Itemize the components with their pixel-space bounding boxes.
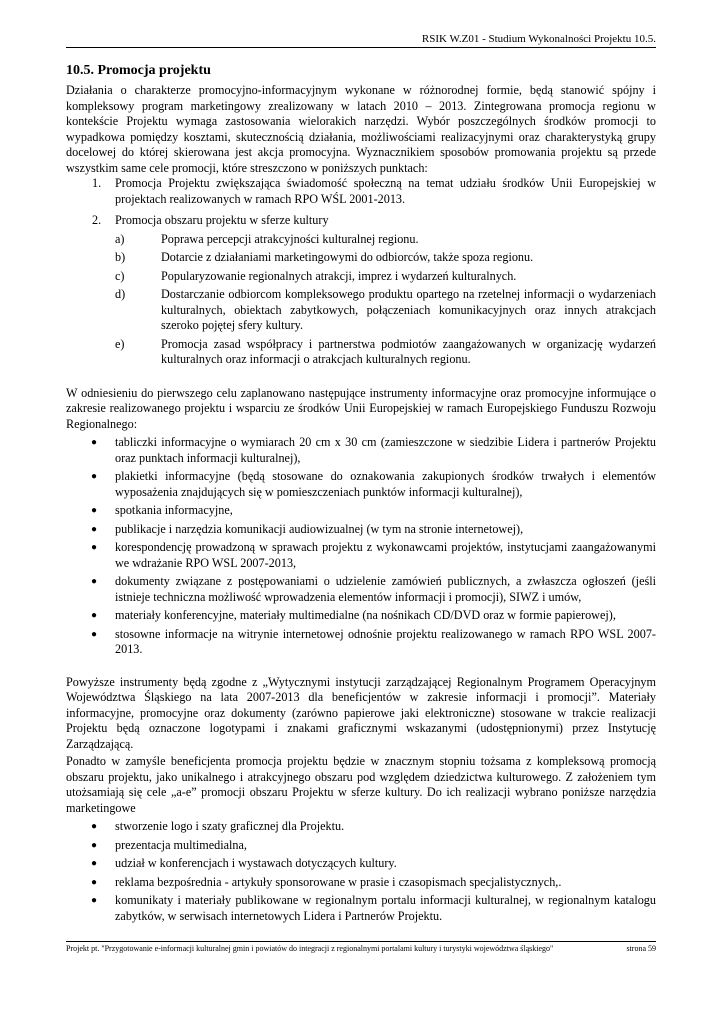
bullet-icon: ● <box>91 628 98 640</box>
goal-number: 1. <box>92 176 102 190</box>
bullet-icon: ● <box>91 437 98 448</box>
goal-text: Promocja obszaru projektu w sferze kultury <box>115 213 329 227</box>
bullet-icon: ● <box>91 839 98 851</box>
instrument-item <box>66 522 656 538</box>
instrument-text: publikacje i narzędzia komunikacji audiowizualnej (w tym na stronie internetowej), <box>115 521 524 536</box>
instruments-list <box>66 435 656 658</box>
subgoal-text: Dostarczanie odbiorcom kompleksowego produktu opartego na rzetelnej informacji o wydarzeniach kulturalnych, obiektach zabytkowych, połączeniach komunikacyjnych oraz innych atrakcjach szeroko pojętej sfery kultury. <box>161 287 656 332</box>
tool-text: reklama bezpośrednia - artykuły sponsorowane w prasie i czasopismach specjalistycznych,. <box>115 874 562 889</box>
goal-number: 2. <box>92 213 102 227</box>
instrument-text: stosowne informacje na witrynie internetowej odnośnie projektu realizowanego w ramach RPO WSL 2007-2013. <box>115 626 656 656</box>
page-number: strona 59 <box>626 944 656 953</box>
bullet-icon: ● <box>91 895 98 906</box>
goal-item <box>66 213 656 368</box>
tool-item <box>66 856 656 872</box>
bullet-icon: ● <box>91 523 98 535</box>
instrument-text: materiały konferencyjne, materiały multimedialne (na nośnikach CD/DVD oraz w formie papierowej), <box>115 608 616 622</box>
instrument-text: plakietki informacyjne (będą stosowane do oznakowania zakupionych środków trwałych i elementów wyposażenia znajdujących się w pomieszczeniach punktów informacji kulturalnej), <box>115 469 656 499</box>
subgoals-list <box>115 232 656 368</box>
instrument-item <box>66 435 656 466</box>
subgoal-item <box>115 269 656 285</box>
bullet-icon: ● <box>91 610 98 621</box>
instrument-item <box>66 503 656 519</box>
bullet-icon: ● <box>91 542 98 553</box>
bullet-icon: ● <box>91 471 98 482</box>
instrument-text: dokumenty związane z postępowaniami o udzielenie zamówień publicznych, a zwłaszcza ogłoszeń (jeśli istnieje techniczna możliwość wprowadzenia elementów informacji i promocji), SIWZ i umów, <box>115 574 656 604</box>
subgoal-item <box>115 337 656 368</box>
tool-text: prezentacja multimedialna, <box>115 837 247 852</box>
subgoal-text: Poprawa percepcji atrakcyjności kulturalnej regionu. <box>161 231 419 246</box>
intro-paragraph: Działania o charakterze promocyjno-informacyjnym wykonane w różnorodnej formie, będą stanowić spójny i kompleksowy program marketingowy zrealizowany w latach 2010 – 2013. Zintegrowana promocja regionu w kontekście Projektu wymaga zastosowania wielorakich narzędzi. Wybór poszczególnych środków promocji to wypadkowa pomiędzy kosztami, skutecznością działania, możliwościami realizacyjnymi oraz charakterystyką grupy docelowej do której skierowana jest akcja promocyjna. Wyznacznikiem sposobów promowania projektu są przede wszystkim same cele promocji, które streszczono w poniższych punktach: <box>66 83 656 175</box>
goal-item <box>66 176 656 207</box>
page-content <box>66 62 656 924</box>
subgoal-item <box>115 250 656 266</box>
subgoal-marker: e) <box>115 336 125 351</box>
instrument-text: korespondencję prowadzoną w sprawach projektu z wykonawcami projektów, instytucjami zaangażowanymi we wdrażanie RPO WSL 2007-2013, <box>115 540 656 570</box>
goal-text: Promocja Projektu zwiększająca świadomość społeczną na temat udziału środków Unii Europejskiej w projektach realizowanych w ramach RPO WŚL 2001-2013. <box>115 176 656 206</box>
instruments-intro-paragraph: W odniesieniu do pierwszego celu zaplanowano następujące instrumenty informacyjne oraz promocyjne informujące o zakresie realizowanego projektu i wsparciu ze środków Unii Europejskiej w ramach Europejskiego Funduszu Rozwoju Regionalnego: <box>66 385 656 431</box>
tool-text: komunikaty i materiały publikowane w regionalnym portalu informacji kulturalnej, w regionalnym katalogu zabytków, w serwisach internetowych Lidera i Partnerów Projektu. <box>115 893 656 923</box>
subgoal-marker: c) <box>115 268 125 283</box>
instrument-item <box>66 469 656 500</box>
tool-item <box>66 819 656 835</box>
marketing-tools-list <box>66 819 656 924</box>
instrument-item <box>66 608 656 624</box>
tool-text: stworzenie logo i szaty graficznej dla Projektu. <box>115 819 345 833</box>
subgoal-text: Dotarcie z działaniami marketingowymi do odbiorców, także spoza regionu. <box>161 250 534 264</box>
running-header: RSIK W.Z01 - Studium Wykonalności Projektu 10.5. <box>421 33 656 45</box>
compliance-paragraph: Powyższe instrumenty będą zgodne z „Wytycznymi instytucji zarządzającej Regionalnym Programem Operacyjnym Województwa Śląskiego na lata 2007-2013 dla beneficjentów w zakresie informacji i promocji”. Materiały informacyjne, promocyjne oraz dokumenty (zarówno papierowe jaki elektroniczne) stosowane w trakcie realizacji Projektu będą oznaczone logotypami i znakami graficznymi wskazanymi (udostępnionymi) przez Instytucję Zarządzającą. <box>66 674 656 751</box>
subgoal-marker: b) <box>115 250 126 264</box>
area-promotion-paragraph: Ponadto w zamyśle beneficjenta promocja projektu będzie w znacznym stopniu tożsama z kompleksową promocją obszaru projektu, jako unikalnego i atrakcyjnego obszaru pod względem dziedzictwa kulturowego. Z założeniem tym utożsamiają się cele „a-e” promocji obszaru Projektu w sferze kultury. Do ich realizacji wybrano poniższe narzędzia marketingowe <box>66 754 656 815</box>
tool-text: udział w konferencjach i wystawach dotyczących kultury. <box>115 856 397 870</box>
bullet-icon: ● <box>91 576 98 587</box>
bullet-icon: ● <box>91 505 98 516</box>
bullet-icon: ● <box>91 858 98 869</box>
instrument-item <box>66 627 656 658</box>
subgoal-marker: d) <box>115 287 126 301</box>
instrument-text: tabliczki informacyjne o wymiarach 20 cm x 30 cm (zamieszczone w siedzibie Lidera i partnerów Projektu oraz punktach informacji kulturalnej), <box>115 435 656 465</box>
instrument-text: spotkania informacyjne, <box>115 503 233 517</box>
tool-item <box>66 838 656 854</box>
instrument-item <box>66 574 656 605</box>
tool-item <box>66 893 656 924</box>
tool-item <box>66 875 656 891</box>
subgoal-text: Promocja zasad współpracy i partnerstwa podmiotów zaangażowanych w organizację wydarzeń kulturalnych oraz informacji o atrakcjach kulturalnych regionu. <box>161 336 656 366</box>
subgoal-item <box>115 287 656 334</box>
bullet-icon: ● <box>91 876 98 888</box>
subgoal-text: Popularyzowanie regionalnych atrakcji, imprez i wydarzeń kulturalnych. <box>161 268 517 283</box>
subgoal-item <box>115 232 656 248</box>
promotion-goals-list <box>66 176 656 368</box>
footer-project-title: Projekt pt. "Przygotowanie e-informacji kulturalnej gmin i powiatów do integracji z regionalnymi portalami kultury i turystyki województwa śląskiego" <box>66 944 554 953</box>
footer-rule <box>66 941 656 942</box>
section-title: 10.5. Promocja projektu <box>66 63 211 78</box>
header-rule <box>66 47 656 48</box>
instrument-item <box>66 540 656 571</box>
subgoal-marker: a) <box>115 231 125 246</box>
bullet-icon: ● <box>91 821 98 832</box>
